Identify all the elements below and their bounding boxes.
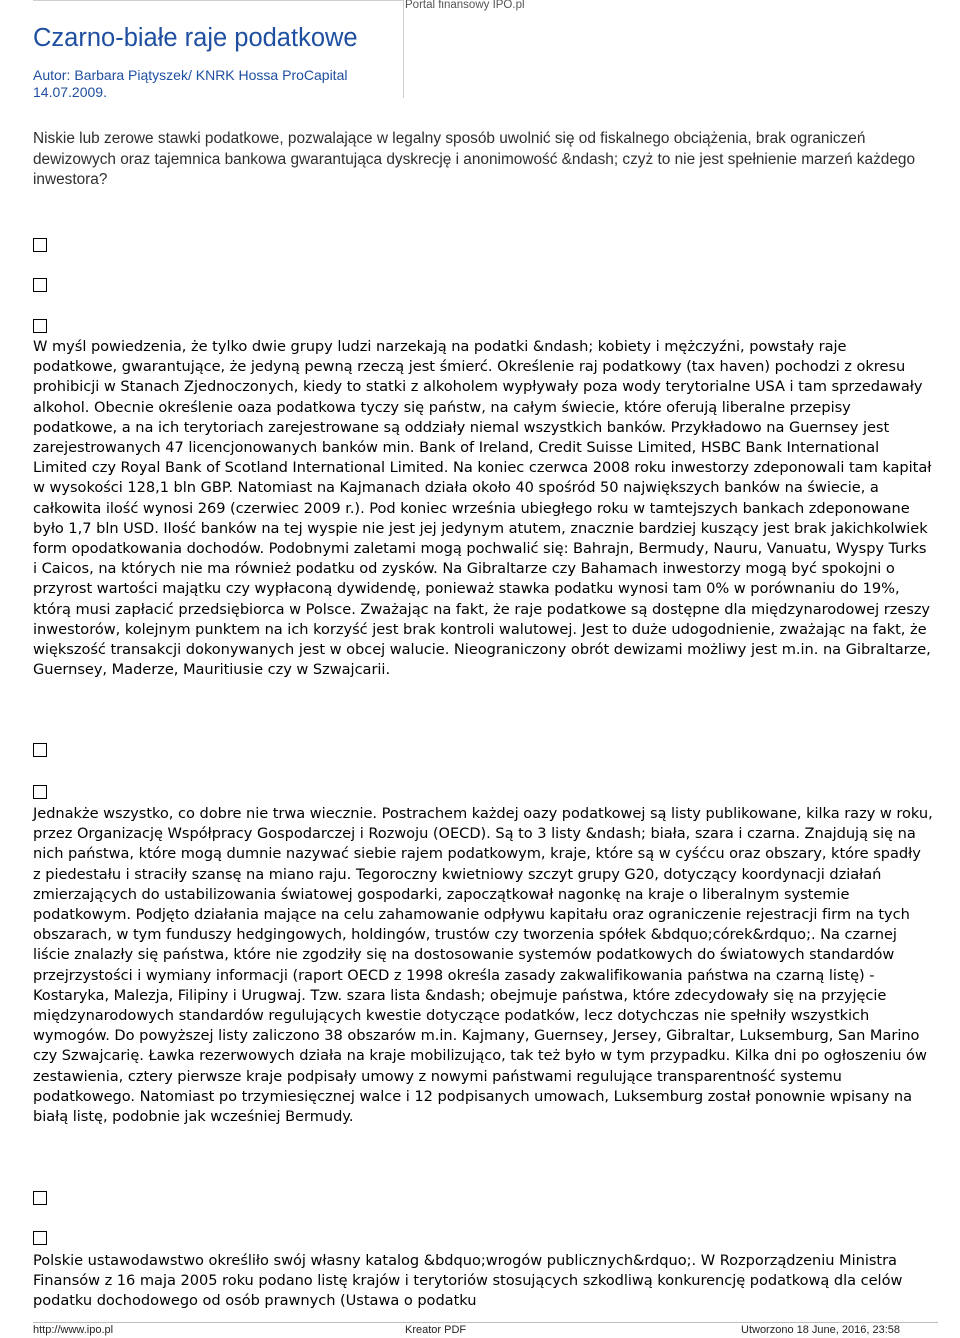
body-paragraph-1: W myśl powiedzenia, że tylko dwie grupy ludzi narzekają na podatki &ndash; kobiety i mężczyźni, powstały raje podatkowe, gwarantujące, że jedyną pewną rzeczą jest śmierć. Określenie raj podatkowy (tax haven) pochodzi z okresu prohibicji w Stanach Zjednoczonych, kiedy to statki z alkoholem wypływały poza wody terytorialne USA i tam sprzedawały alkohol. Obecnie określenie oaza podatkowa tyczy się państw, na całym świecie, które oferują liberalne przepisy podatkowe, a na ich terytoriach zarejestrowane są oddziały niemal wszystkich banków. Przykładowo na Guernsey jest zarejestrowanych 47 licencjonowanych banków min. Bank of Ireland, Credit Suisse Limited, HSBC Bank International Limited czy Royal Bank of Scotland International Limited. Na koniec czerwca 2008 roku inwestorzy zdeponowali tam kapitał w wysokości 128,1 bln GBP. Natomiast na Kajmanach działa około 40 spośród 50 największych banków na świecie, a całkowita ilość wynosi 269 (czerwiec 2009 r.). Pod koniec września ubiegłego roku w tamtejszych bankach zdeponowane było 1,7 bln USD. Ilość banków na tej wyspie nie jest jej jedynym atutem, znacznie bardziej kuszący jest brak jakichkolwiek form opodatkowania dochodów. Podobnymi zaletami mogą pochwalić się: Bahrajn, Bermudy, Nauru, Vanuatu, Wyspy Turks i Caicos, na których nie ma również podatku od zysków. Na Gibraltarze czy Bahamach inwestorzy mogą być spokojni o przyrost wartości majątku czy wypłaconą dywidendę, ponieważ stawka podatku wynosi tam 0% w porównaniu do 19%, którą musi zapłacić przedsiębiorca w Polsce. Zważając na fakt, że raje podatkowe są dostępne dla międzynarodowej rzeszy inwestorów, kolejnym punktem na ich korzyść jest brak kontroli walutowej. Jest to duże udogodnienie, zważając na fakt, że większość transakcji dokonywanych jest w obcej walucie. Nieograniczony obrót dewizami możliwy jest m.in. na Gibraltarze, Guernsey, Maderze, Mauritiusie czy w Szwajcarii.	[33, 338, 932, 679]
missing-image-icon	[33, 238, 47, 252]
lead-paragraph: Niskie lub zerowe stawki podatkowe, pozwalające w legalny sposób uwolnić się od fiskalnego obciążenia, brak ograniczeń dewizowych oraz tajemnica bankowa gwarantująca dyskrecję i anonimowość &ndash; czyż to nie jest spełnienie marzeń każdego inwestora?	[33, 130, 916, 188]
page-title: Czarno-białe raje podatkowe	[33, 24, 358, 52]
article-meta	[33, 67, 347, 101]
missing-image-icon	[33, 785, 47, 799]
author-name: Barbara Piątyszek/ KNRK Hossa ProCapital	[74, 67, 348, 83]
missing-image-icon	[33, 1191, 47, 1205]
footer-created: Utworzono 18 June, 2016, 23:58	[741, 1324, 901, 1336]
article-date: 14.07.2009.	[33, 84, 107, 100]
missing-image-icon	[33, 743, 47, 757]
missing-image-icon	[33, 1231, 47, 1245]
footer-divider	[33, 1322, 938, 1323]
body-paragraph-3: Polskie ustawodawstwo określiło swój własny katalog &bdquo;wrogów publicznych&rdquo;. W Rozporządzeniu Ministra Finansów z 16 maja 2005 roku podano listę krajów i terytoriów stosujących szkodliwą konkurencję podatkową dla celów podatku dochodowego od osób prawnych (Ustawa o podatku	[33, 1252, 903, 1310]
footer-url[interactable]: http://www.ipo.pl	[33, 1324, 114, 1336]
author-label: Autor:	[33, 67, 71, 83]
footer-creator: Kreator PDF	[405, 1324, 467, 1336]
body-paragraph-2: Jednakże wszystko, co dobre nie trwa wiecznie. Postrachem każdej oazy podatkowej są listy publikowane, kilka razy w roku, przez Organizację Współpracy Gospodarczej i Rozwoju (OECD). Są to 3 listy &ndash; biała, szara i czarna. Znajdują się na nich państwa, które mogą dumnie nazywać siebie rajem podatkowym, kraje, które są w cyśćcu oraz obszary, które spadły z piedestału i straciły szansę na miano raju. Tegoroczny kwietniowy szczyt grupy G20, dotyczący koordynacji działań zmierzających do ustabilizowania światowej gospodarki, zapoczątkował nagonkę na kraje o liberalnym systemie podatkowym. Podjęto działania mające na celu zahamowanie odpływu kapitału oraz ograniczenie rejestracji firm na tych obszarach, w tym funduszy hedgingowych, holdingów, trustów czy tworzenia spółek &bdquo;córek&rdquo;. Na czarnej liście znalazły się państwa, które nie zgodziły się na dostosowanie systemów podatkowych do światowych standardów przejrzystości i wymiany informacji (raport OECD z 1998 określa zasady zakwalifikowania państwa na czarną listę) - Kostaryka, Malezja, Filipiny i Urugwaj. Tzw. szara lista &ndash; obejmuje państwa, które zdecydowały się na przyjęcie międzynarodowych standardów regulujących kwestie dotyczące podatków, lecz dotychczas nie spełniły wszystkich wymogów. Do powyższej listy zaliczono 38 obszarów m.in. Kajmany, Guernsey, Jersey, Gibraltar, Luksemburg, San Marino czy Szwajcarię. Ławka rezerwowych działa na kraje mobilizująco, tak też było w tym przypadku. Kilka dni po ogłoszeniu ów zestawienia, cztery pierwsze kraje podpisały umowy z nowymi państwami regulujące transparentność systemu podatkowego. Natomiast po trzymiesięcznej walce i 12 podpisanych umowach, Luksemburg został ponownie wpisany na białą listę, podobnie jak wcześniej Bermudy.	[33, 805, 933, 1126]
author-line	[33, 67, 347, 84]
missing-image-icon	[33, 319, 47, 333]
site-label: Portal finansowy IPO.pl	[405, 0, 525, 11]
missing-image-icon	[33, 278, 47, 292]
